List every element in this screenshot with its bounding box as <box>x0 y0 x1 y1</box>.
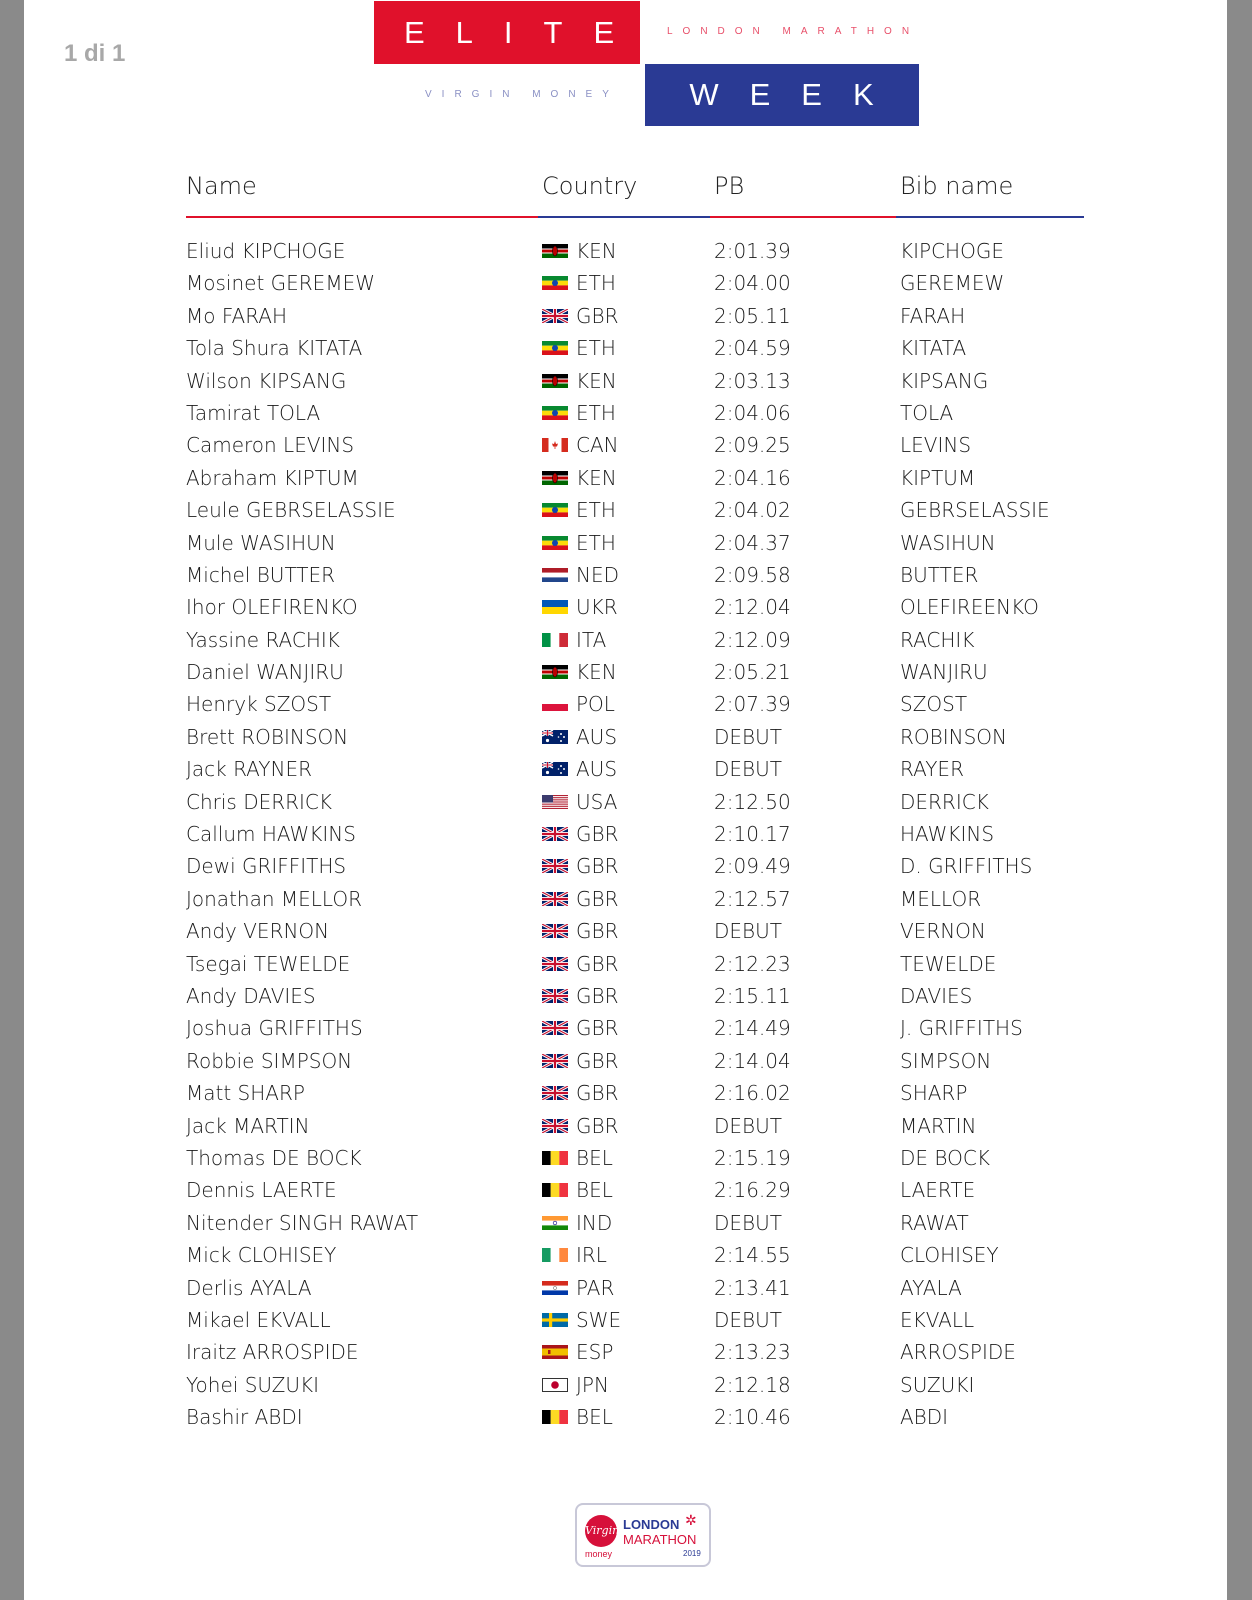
athlete-name: Jonathan MELLOR <box>186 886 362 911</box>
athlete-name: Leule GEBRSELASSIE <box>186 498 396 523</box>
athlete-bib-name: D. GRIFFITHS <box>900 854 1033 879</box>
athlete-name: Brett ROBINSON <box>186 724 349 749</box>
athlete-country: ETH <box>576 498 616 523</box>
athlete-pb: 2:10.46 <box>714 1405 791 1430</box>
table-row <box>186 657 1126 689</box>
logo-marathon-text: MARATHON <box>623 1532 697 1547</box>
athlete-country: GBR <box>576 1081 619 1106</box>
athlete-name: Joshua GRIFFITHS <box>186 1016 363 1041</box>
athlete-pb: 2:12.04 <box>714 595 791 620</box>
australia-flag-icon <box>542 762 568 776</box>
athlete-pb: 2:10.17 <box>714 822 791 847</box>
logo-money-text: money <box>585 1549 613 1559</box>
table-row <box>186 495 1126 527</box>
column-header-bib-name: Bib name <box>900 172 1014 200</box>
london-marathon-logo <box>575 1503 711 1567</box>
athlete-pb: DEBUT <box>714 757 782 782</box>
athlete-bib-name: LAERTE <box>900 1178 976 1203</box>
athlete-country: ETH <box>576 530 616 555</box>
athlete-pb: 2:16.02 <box>714 1081 791 1106</box>
table-row <box>186 625 1126 657</box>
athlete-name: Eliud KIPCHOGE <box>186 239 346 263</box>
athlete-name: Abraham KIPTUM <box>186 465 359 490</box>
uk-flag-icon <box>542 957 568 971</box>
athlete-name: Mosinet GEREMEW <box>186 271 375 296</box>
ethiopia-flag-icon <box>542 276 568 290</box>
athlete-name: Mikael EKVALL <box>186 1307 331 1332</box>
athlete-country: SWE <box>576 1307 622 1332</box>
athlete-name: Tamirat TOLA <box>186 400 321 425</box>
ethiopia-flag-icon <box>542 406 568 420</box>
athlete-country: POL <box>576 692 615 717</box>
athlete-name: Bashir ABDI <box>186 1405 303 1430</box>
athlete-bib-name: GEREMEW <box>900 271 1005 296</box>
table-row <box>186 1013 1126 1045</box>
table-row <box>186 560 1126 592</box>
athlete-country: ITA <box>576 627 607 652</box>
table-row <box>186 754 1126 786</box>
table-row <box>186 1046 1126 1078</box>
athlete-country: AUS <box>576 724 618 749</box>
athlete-bib-name: SIMPSON <box>900 1048 992 1073</box>
athlete-pb: 2:01.39 <box>714 239 791 263</box>
athlete-bib-name: TEWELDE <box>900 951 997 976</box>
virgin-money-label: VIRGIN MONEY <box>425 89 619 100</box>
table-row <box>186 333 1126 365</box>
athlete-name: Cameron LEVINS <box>186 433 355 458</box>
athlete-bib-name: RAYER <box>900 757 964 782</box>
uk-flag-icon <box>542 859 568 873</box>
athlete-name: Ihor OLEFIRENKO <box>186 595 358 620</box>
kenya-flag-icon <box>542 374 568 388</box>
table-row <box>186 463 1126 495</box>
uk-flag-icon <box>542 309 568 323</box>
athlete-country: GBR <box>576 303 619 328</box>
uk-flag-icon <box>542 1021 568 1035</box>
athlete-country: BEL <box>576 1178 613 1203</box>
elite-athletes-table <box>186 172 1126 1430</box>
athlete-bib-name: RACHIK <box>900 627 975 652</box>
uk-flag-icon <box>542 924 568 938</box>
australia-flag-icon <box>542 730 568 744</box>
table-row <box>186 1305 1126 1337</box>
athlete-name: Daniel WANJIRU <box>186 660 344 685</box>
logo-year-text: 2019 <box>683 1549 701 1558</box>
athlete-pb: 2:14.04 <box>714 1048 791 1073</box>
athlete-pb: 2:04.00 <box>714 271 791 296</box>
kenya-flag-icon <box>542 471 568 485</box>
athlete-name: Wilson KIPSANG <box>186 368 347 393</box>
belgium-flag-icon <box>542 1410 568 1424</box>
athlete-country: GBR <box>576 1016 619 1041</box>
athlete-country: GBR <box>576 822 619 847</box>
athlete-pb: 2:04.02 <box>714 498 791 523</box>
athlete-name: Callum HAWKINS <box>186 822 356 847</box>
athlete-name: Dennis LAERTE <box>186 1178 337 1203</box>
athlete-country: JPN <box>576 1372 609 1397</box>
athlete-name: Andy VERNON <box>186 919 330 944</box>
header-rule-red-2 <box>710 216 896 218</box>
logo-london-text: LONDON <box>623 1517 680 1532</box>
athlete-pb: 2:07.39 <box>714 692 791 717</box>
athlete-pb: 2:14.49 <box>714 1016 791 1041</box>
athlete-name: Robbie SIMPSON <box>186 1048 353 1073</box>
athlete-country: CAN <box>576 433 619 458</box>
athlete-country: ETH <box>576 400 616 425</box>
athlete-bib-name: EKVALL <box>900 1307 975 1332</box>
ethiopia-flag-icon <box>542 341 568 355</box>
athlete-pb: 2:12.57 <box>714 886 791 911</box>
athlete-pb: 2:16.29 <box>714 1178 791 1203</box>
athlete-pb: 2:05.21 <box>714 660 791 685</box>
athlete-bib-name: HAWKINS <box>900 822 995 847</box>
athlete-country: USA <box>576 789 618 814</box>
table-row <box>186 1175 1126 1207</box>
athlete-bib-name: KIPCHOGE <box>900 239 1004 263</box>
paraguay-flag-icon <box>542 1281 568 1295</box>
london-marathon-label: LONDON MARATHON <box>667 26 920 37</box>
athlete-bib-name: SZOST <box>900 692 968 717</box>
athlete-country: IND <box>576 1210 613 1235</box>
athlete-pb: 2:13.41 <box>714 1275 791 1300</box>
athlete-bib-name: ABDI <box>900 1405 949 1430</box>
canada-flag-icon <box>542 438 568 452</box>
header-rule-blue <box>538 216 710 218</box>
athlete-pb: 2:05.11 <box>714 303 791 328</box>
page-counter: 1 di 1 <box>64 40 126 67</box>
table-row <box>186 1208 1126 1240</box>
italy-flag-icon <box>542 633 568 647</box>
uk-flag-icon <box>542 1086 568 1100</box>
athlete-bib-name: ARROSPIDE <box>900 1340 1016 1365</box>
athlete-name: Michel BUTTER <box>186 562 336 587</box>
japan-flag-icon <box>542 1378 568 1392</box>
athlete-bib-name: AYALA <box>900 1275 962 1300</box>
column-header-pb: PB <box>714 172 745 200</box>
athlete-pb: DEBUT <box>714 919 782 944</box>
athlete-country: KEN <box>576 465 617 490</box>
belgium-flag-icon <box>542 1151 568 1165</box>
table-header <box>186 172 1126 218</box>
athlete-pb: DEBUT <box>714 724 782 749</box>
column-header-country: Country <box>542 172 638 200</box>
table-row <box>186 851 1126 883</box>
athlete-country: GBR <box>576 951 619 976</box>
ireland-flag-icon <box>542 1248 568 1262</box>
athlete-name: Thomas DE BOCK <box>186 1145 362 1170</box>
athlete-country: KEN <box>576 660 617 685</box>
uk-flag-icon <box>542 827 568 841</box>
athlete-bib-name: J. GRIFFITHS <box>900 1016 1023 1041</box>
athlete-pb: 2:04.06 <box>714 400 791 425</box>
uk-flag-icon <box>542 892 568 906</box>
athlete-country: ETH <box>576 271 616 296</box>
athlete-bib-name: LEVINS <box>900 433 972 458</box>
athlete-bib-name: VERNON <box>900 919 986 944</box>
athlete-bib-name: WANJIRU <box>900 660 988 685</box>
athlete-bib-name: KIPTUM <box>900 465 976 490</box>
athlete-bib-name: DAVIES <box>900 983 973 1008</box>
netherlands-flag-icon <box>542 568 568 582</box>
athlete-pb: DEBUT <box>714 1210 782 1235</box>
athlete-name: Henryk SZOST <box>186 692 332 717</box>
athlete-pb: 2:09.58 <box>714 562 791 587</box>
spain-flag-icon <box>542 1345 568 1359</box>
week-title: WEEK <box>645 64 919 126</box>
athlete-bib-name: ROBINSON <box>900 724 1007 749</box>
uk-flag-icon <box>542 1054 568 1068</box>
athlete-name: Iraitz ARROSPIDE <box>186 1340 359 1365</box>
athlete-name: Matt SHARP <box>186 1081 305 1106</box>
athlete-country: KEN <box>576 239 617 263</box>
table-row <box>186 366 1126 398</box>
athlete-pb: 2:13.23 <box>714 1340 791 1365</box>
table-row <box>186 236 1126 268</box>
athlete-pb: 2:04.59 <box>714 336 791 361</box>
table-row <box>186 1402 1126 1434</box>
athlete-country: GBR <box>576 1048 619 1073</box>
athlete-name: Andy DAVIES <box>186 983 316 1008</box>
athlete-name: Nitender SINGH RAWAT <box>186 1210 419 1235</box>
table-row <box>186 787 1126 819</box>
athlete-name: Dewi GRIFFITHS <box>186 854 347 879</box>
usa-flag-icon <box>542 795 568 809</box>
athlete-country: KEN <box>576 368 617 393</box>
table-row <box>186 430 1126 462</box>
table-row <box>186 884 1126 916</box>
kenya-flag-icon <box>542 244 568 258</box>
virgin-logo-icon: Virgin <box>585 1515 617 1547</box>
table-row <box>186 819 1126 851</box>
athlete-bib-name: BUTTER <box>900 562 979 587</box>
athlete-pb: 2:15.19 <box>714 1145 791 1170</box>
athlete-bib-name: KIPSANG <box>900 368 989 393</box>
table-row <box>186 398 1126 430</box>
athlete-bib-name: CLOHISEY <box>900 1243 999 1268</box>
athlete-bib-name: MARTIN <box>900 1113 977 1138</box>
table-row <box>186 1111 1126 1143</box>
table-row <box>186 592 1126 624</box>
athlete-pb: 2:09.49 <box>714 854 791 879</box>
athlete-pb: DEBUT <box>714 1307 782 1332</box>
athlete-name: Tola Shura KITATA <box>186 336 363 361</box>
india-flag-icon <box>542 1216 568 1230</box>
athlete-pb: 2:15.11 <box>714 983 791 1008</box>
athlete-pb: 2:03.13 <box>714 368 791 393</box>
athlete-pb: 2:14.55 <box>714 1243 791 1268</box>
athlete-bib-name: GEBRSELASSIE <box>900 498 1050 523</box>
table-body <box>186 236 1126 1434</box>
athlete-country: ESP <box>576 1340 614 1365</box>
sweden-flag-icon <box>542 1313 568 1327</box>
kenya-flag-icon <box>542 665 568 679</box>
ethiopia-flag-icon <box>542 536 568 550</box>
table-row <box>186 916 1126 948</box>
athlete-bib-name: DERRICK <box>900 789 989 814</box>
athlete-name: Mule WASIHUN <box>186 530 336 555</box>
table-row <box>186 1143 1126 1175</box>
athlete-country: PAR <box>576 1275 615 1300</box>
athlete-bib-name: WASIHUN <box>900 530 996 555</box>
athlete-name: Yassine RACHIK <box>186 627 340 652</box>
table-row <box>186 722 1126 754</box>
athlete-country: IRL <box>576 1243 607 1268</box>
athlete-pb: 2:12.09 <box>714 627 791 652</box>
athlete-bib-name: KITATA <box>900 336 967 361</box>
athlete-country: ETH <box>576 336 616 361</box>
athlete-pb: 2:12.23 <box>714 951 791 976</box>
athlete-pb: 2:12.50 <box>714 789 791 814</box>
poland-flag-icon <box>542 697 568 711</box>
uk-flag-icon <box>542 989 568 1003</box>
athlete-name: Mick CLOHISEY <box>186 1243 337 1268</box>
table-row <box>186 1337 1126 1369</box>
table-row <box>186 689 1126 721</box>
athlete-name: Jack RAYNER <box>186 757 313 782</box>
table-row <box>186 528 1126 560</box>
athlete-pb: 2:09.25 <box>714 433 791 458</box>
athlete-country: BEL <box>576 1405 613 1430</box>
header-rule-red <box>186 216 538 218</box>
athlete-country: AUS <box>576 757 618 782</box>
athlete-pb: 2:04.16 <box>714 465 791 490</box>
athlete-country: NED <box>576 562 619 587</box>
athlete-country: GBR <box>576 1113 619 1138</box>
ukraine-flag-icon <box>542 600 568 614</box>
athlete-bib-name: DE BOCK <box>900 1145 990 1170</box>
athlete-name: Mo FARAH <box>186 303 288 328</box>
athlete-bib-name: TOLA <box>900 400 954 425</box>
table-row <box>186 949 1126 981</box>
athlete-country: GBR <box>576 854 619 879</box>
document-page <box>24 0 1227 1600</box>
athlete-pb: DEBUT <box>714 1113 782 1138</box>
header-rule-blue-2 <box>896 216 1084 218</box>
athlete-name: Tsegai TEWELDE <box>186 951 351 976</box>
athlete-bib-name: OLEFIREENKO <box>900 595 1039 620</box>
table-row <box>186 981 1126 1013</box>
table-row <box>186 301 1126 333</box>
athlete-bib-name: SUZUKI <box>900 1372 975 1397</box>
athlete-pb: 2:12.18 <box>714 1372 791 1397</box>
athlete-name: Chris DERRICK <box>186 789 333 814</box>
belgium-flag-icon <box>542 1183 568 1197</box>
table-row <box>186 1078 1126 1110</box>
athlete-name: Derlis AYALA <box>186 1275 312 1300</box>
table-row <box>186 1273 1126 1305</box>
elite-title: ELITE <box>374 1 640 64</box>
runner-icon: ✲ <box>685 1513 697 1529</box>
table-row <box>186 268 1126 300</box>
athlete-country: BEL <box>576 1145 613 1170</box>
column-header-name: Name <box>186 172 257 200</box>
athlete-name: Yohei SUZUKI <box>186 1372 320 1397</box>
uk-flag-icon <box>542 1119 568 1133</box>
athlete-name: Jack MARTIN <box>186 1113 310 1138</box>
athlete-bib-name: RAWAT <box>900 1210 969 1235</box>
table-row <box>186 1240 1126 1272</box>
ethiopia-flag-icon <box>542 503 568 517</box>
table-row <box>186 1370 1126 1402</box>
athlete-country: UKR <box>576 595 618 620</box>
athlete-bib-name: FARAH <box>900 303 966 328</box>
athlete-country: GBR <box>576 886 619 911</box>
athlete-pb: 2:04.37 <box>714 530 791 555</box>
athlete-bib-name: MELLOR <box>900 886 982 911</box>
athlete-country: GBR <box>576 983 619 1008</box>
athlete-country: GBR <box>576 919 619 944</box>
athlete-bib-name: SHARP <box>900 1081 968 1106</box>
